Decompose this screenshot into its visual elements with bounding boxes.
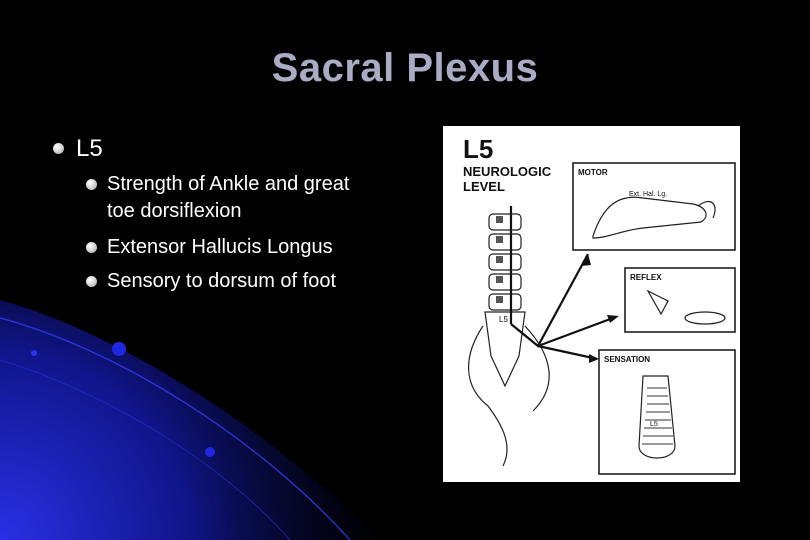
spine-level-label: L5 <box>499 315 508 324</box>
l5-neurologic-figure <box>443 126 740 482</box>
bullet-dot <box>86 242 97 253</box>
sub-bullet-1: Strength of Ankle and great toe dorsiflexion <box>107 173 350 222</box>
reflex-label: REFLEX <box>630 273 662 282</box>
bullet-dot <box>86 179 97 190</box>
level1-item: L5 <box>76 135 103 162</box>
figure-subheading-2: LEVEL <box>463 179 505 194</box>
foot-level-label: L5 <box>650 421 658 428</box>
sub-bullet-3: Sensory to dorsum of foot <box>107 270 337 292</box>
bullet-dot <box>86 276 97 287</box>
slide-title: Sacral Plexus <box>271 46 539 90</box>
motor-label: MOTOR <box>578 168 608 177</box>
bullet-dot <box>53 143 64 154</box>
figure-subheading-1: NEUROLOGIC <box>463 164 552 179</box>
sub-bullet-2: Extensor Hallucis Longus <box>107 236 333 258</box>
muscle-label: Ext. Hal. Lg. <box>629 191 668 198</box>
figure-heading: L5 <box>463 134 494 164</box>
sensation-label: SENSATION <box>604 355 651 364</box>
